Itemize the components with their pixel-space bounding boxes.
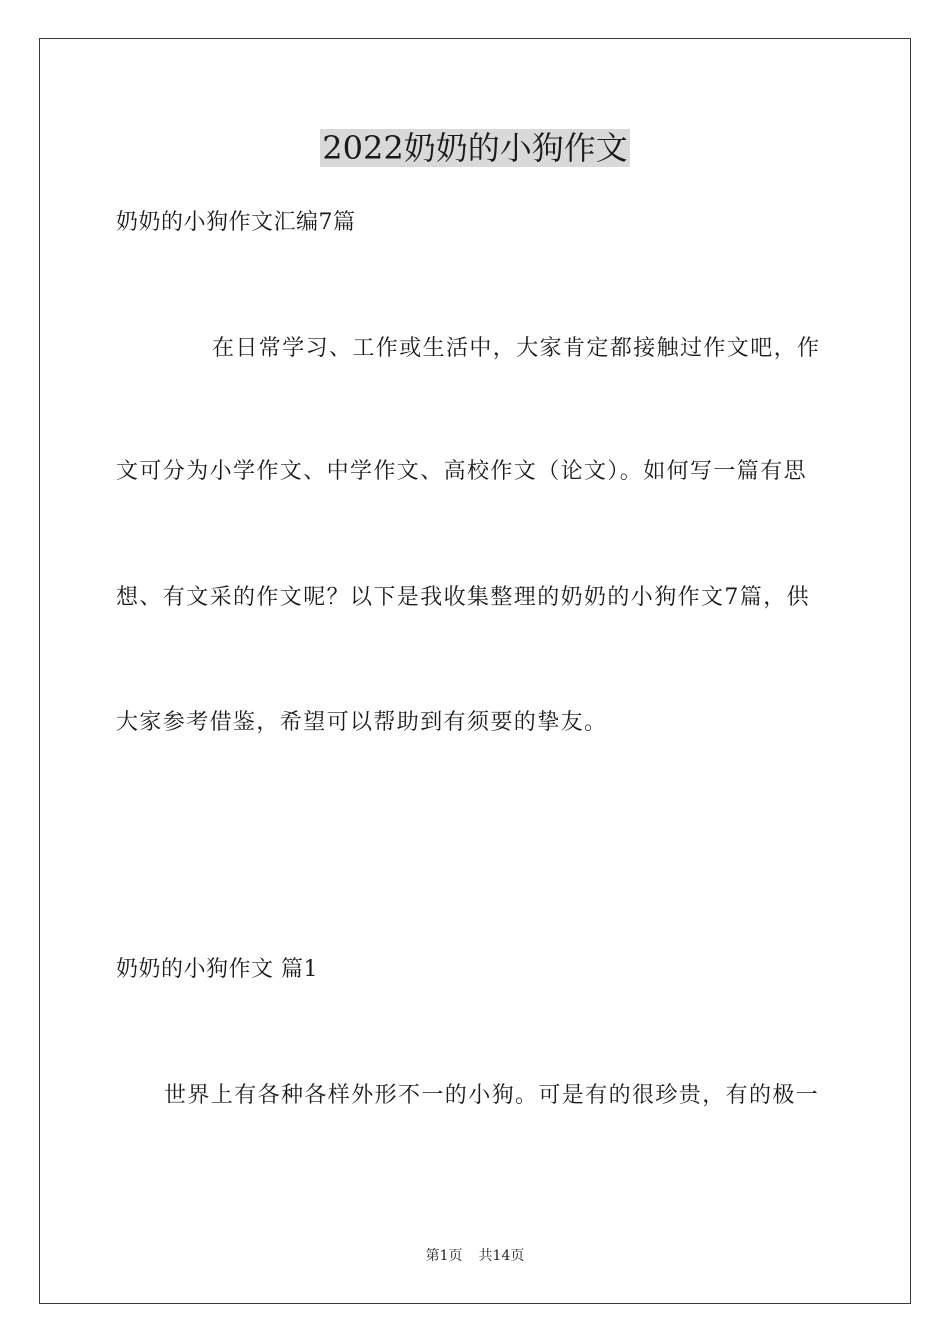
intro-paragraph-line: 在日常学习、工作或生活中，大家肯定都接触过作文吧，作 bbox=[212, 336, 821, 361]
page-total: 共14页 bbox=[478, 1248, 525, 1264]
document-subtitle: 奶奶的小狗作文汇编7篇 bbox=[116, 210, 356, 235]
page-number: 第1页 bbox=[425, 1248, 463, 1264]
page-footer bbox=[0, 1246, 950, 1266]
section-heading: 奶奶的小狗作文 篇1 bbox=[116, 957, 318, 982]
document-title-text: 2022奶奶的小狗作文 bbox=[322, 129, 628, 167]
body-paragraph-line: 世界上有各种各样外形不一的小狗。可是有的很珍贵，有的极一 bbox=[164, 1083, 820, 1108]
document-title bbox=[0, 126, 950, 170]
intro-paragraph-line: 文可分为小学作文、中学作文、高校作文（论文）。如何写一篇有思 bbox=[116, 459, 808, 484]
intro-paragraph-line: 想、有文采的作文呢？以下是我收集整理的奶奶的小狗作文7篇，供 bbox=[116, 585, 810, 610]
intro-paragraph-line: 大家参考借鉴，希望可以帮助到有须要的挚友。 bbox=[116, 710, 608, 735]
